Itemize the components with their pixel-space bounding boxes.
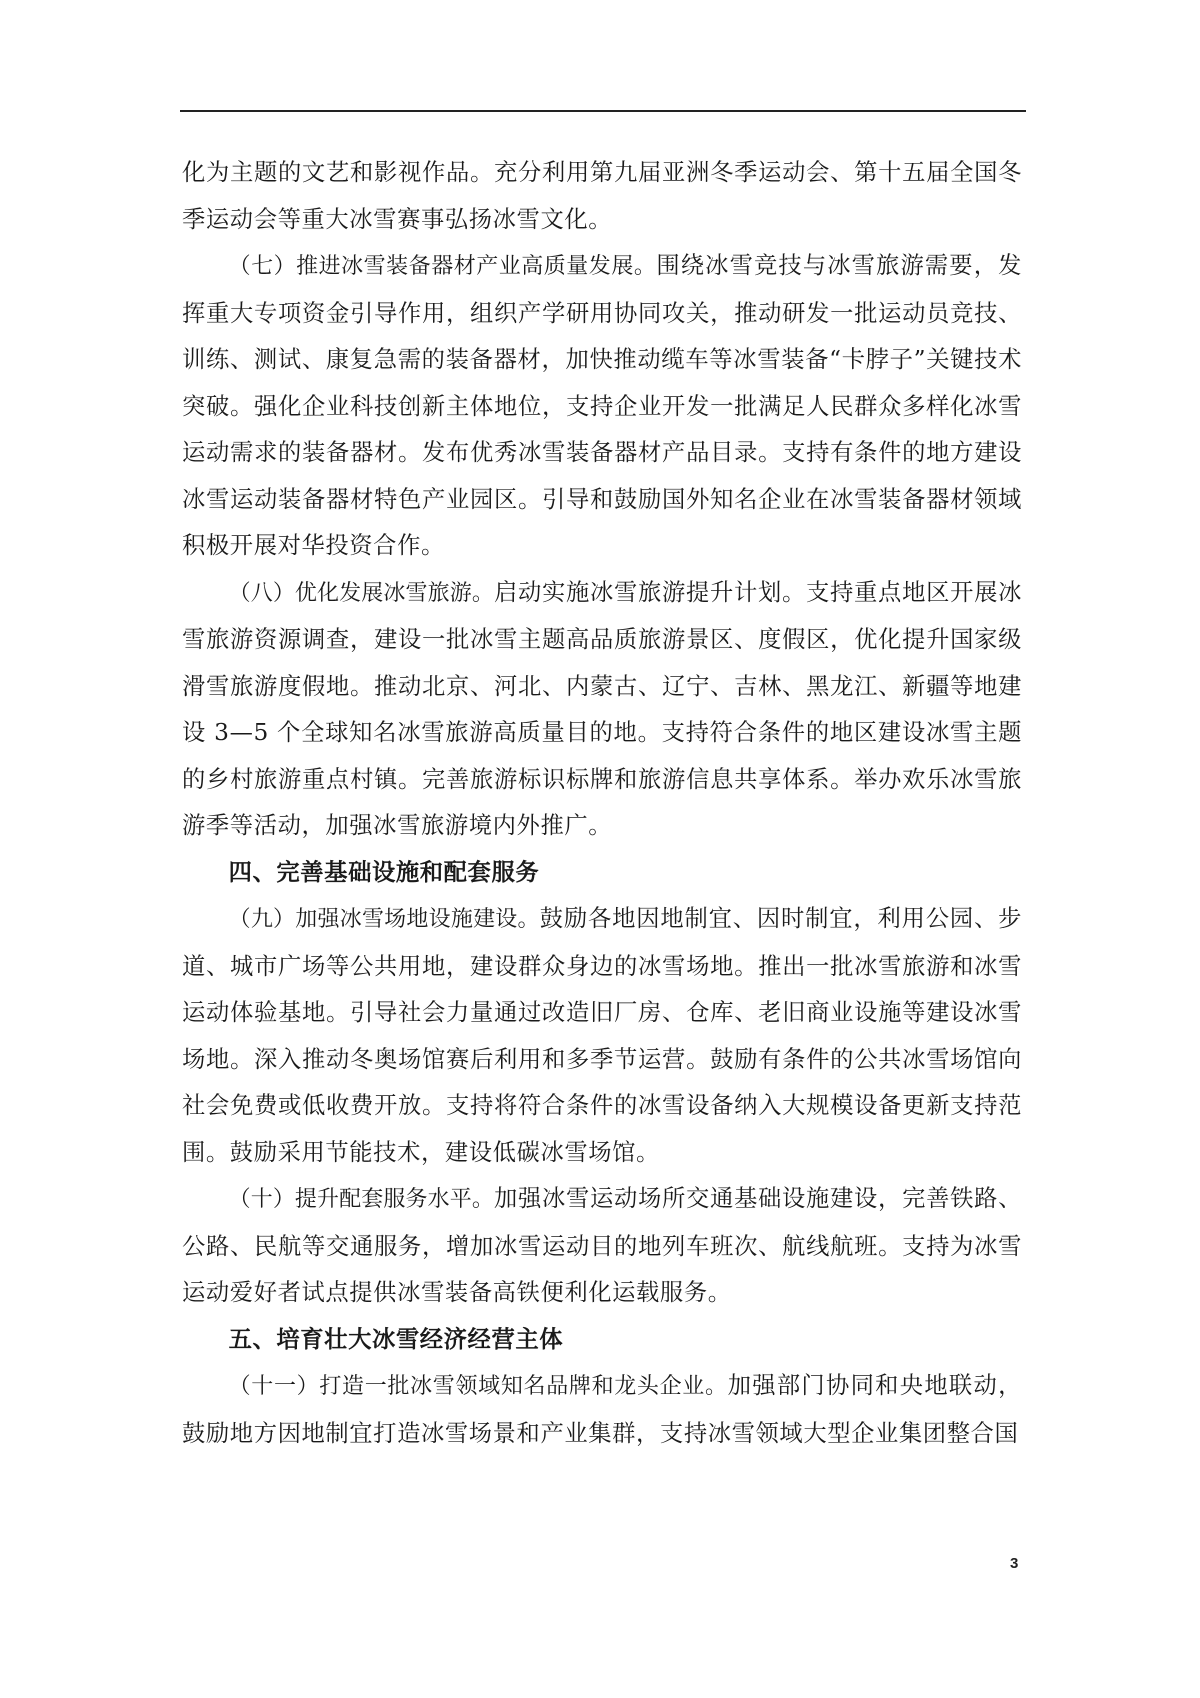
paragraph-text: 启动实施冰雪旅游提升计划。支持重点地区开展冰雪旅游资源调查，建设一批冰雪主题高品质旅游景区、度假区，优化提升国家级滑雪旅游度假地。推动北京、河北、内蒙古、辽宁、吉林、黑龙江、新疆等地建设 3—5 个全球知名冰雪旅游高质量目的地。支持符合条件的地区建设冰雪主题的乡村旅游重点村镇。完善旅游标识标牌和旅游信息共享体系。举办欢乐冰雪旅游季等活动，加强冰雪旅游境内外推广。: [182, 578, 1022, 839]
header-rule: [180, 110, 1026, 112]
paragraph-leading-brands: [182, 1363, 1022, 1457]
paragraph-support-services: [182, 1176, 1022, 1317]
paragraph-text: 化为主题的文艺和影视作品。充分利用第九届亚洲冬季运动会、第十五届全国冬季运动会等重大冰雪赛事弘扬冰雪文化。: [182, 159, 1022, 233]
paragraph-equipment-industry: [182, 243, 1022, 570]
item-title: （七）推进冰雪装备器材产业高质量发展。: [228, 254, 657, 279]
item-title: （十一）打造一批冰雪领域知名品牌和龙头企业。: [228, 1374, 728, 1399]
item-title: （九）加强冰雪场地设施建设。: [228, 907, 540, 932]
paragraph-text: 加强部门协同和央地联动，鼓励地方因地制宜打造冰雪场景和产业集群，支持冰雪领域大型企业集团整合国: [182, 1372, 1022, 1447]
section-heading-infrastructure: 四、完善基础设施和配套服务: [228, 858, 540, 886]
document-body: [182, 150, 1022, 1457]
paragraph-text: 加强冰雪运动场所交通基础设施建设，完善铁路、公路、民航等交通服务，增加冰雪运动目的地列车班次、航线航班。支持为冰雪运动爱好者试点提供冰雪装备高铁便利化运载服务。: [182, 1185, 1022, 1306]
item-title: （八）优化发展冰雪旅游。: [228, 580, 494, 606]
paragraph-ice-snow-tourism: [182, 570, 1022, 850]
paragraph-text: 鼓励各地因地制宜、因时制宜，利用公园、步道、城市广场等公共用地，建设群众身边的冰雪场地。推出一批冰雪旅游和冰雪运动体验基地。引导社会力量通过改造旧厂房、仓库、老旧商业设施等建设冰雪场地。深入推动冬奥场馆赛后利用和多季节运营。鼓励有条件的公共冰雪场馆向社会免费或低收费开放。支持将符合条件的冰雪设备纳入大规模设备更新支持范围。鼓励采用节能技术，建设低碳冰雪场馆。: [182, 905, 1022, 1166]
section-heading-market-entities: 五、培育壮大冰雪经济经营主体: [228, 1325, 564, 1353]
paragraph-text: 围绕冰雪竞技与冰雪旅游需要，发挥重大专项资金引导作用，组织产学研用协同攻关，推动研发一批运动员竞技、训练、测试、康复急需的装备器材，加快推动缆车等冰雪装备“卡脖子”关键技术突破。强化企业科技创新主体地位，支持企业开发一批满足人民群众多样化冰雪运动需求的装备器材。发布优秀冰雪装备器材产品目录。支持有条件的地方建设冰雪运动装备器材特色产业园区。引导和鼓励国外知名企业在冰雪装备器材领域积极开展对华投资合作。: [182, 252, 1022, 559]
paragraph-continuation: [182, 150, 1022, 243]
item-title: （十）提升配套服务水平。: [228, 1187, 494, 1212]
page-number: 3: [1010, 1555, 1019, 1572]
paragraph-venue-construction: [182, 896, 1022, 1176]
